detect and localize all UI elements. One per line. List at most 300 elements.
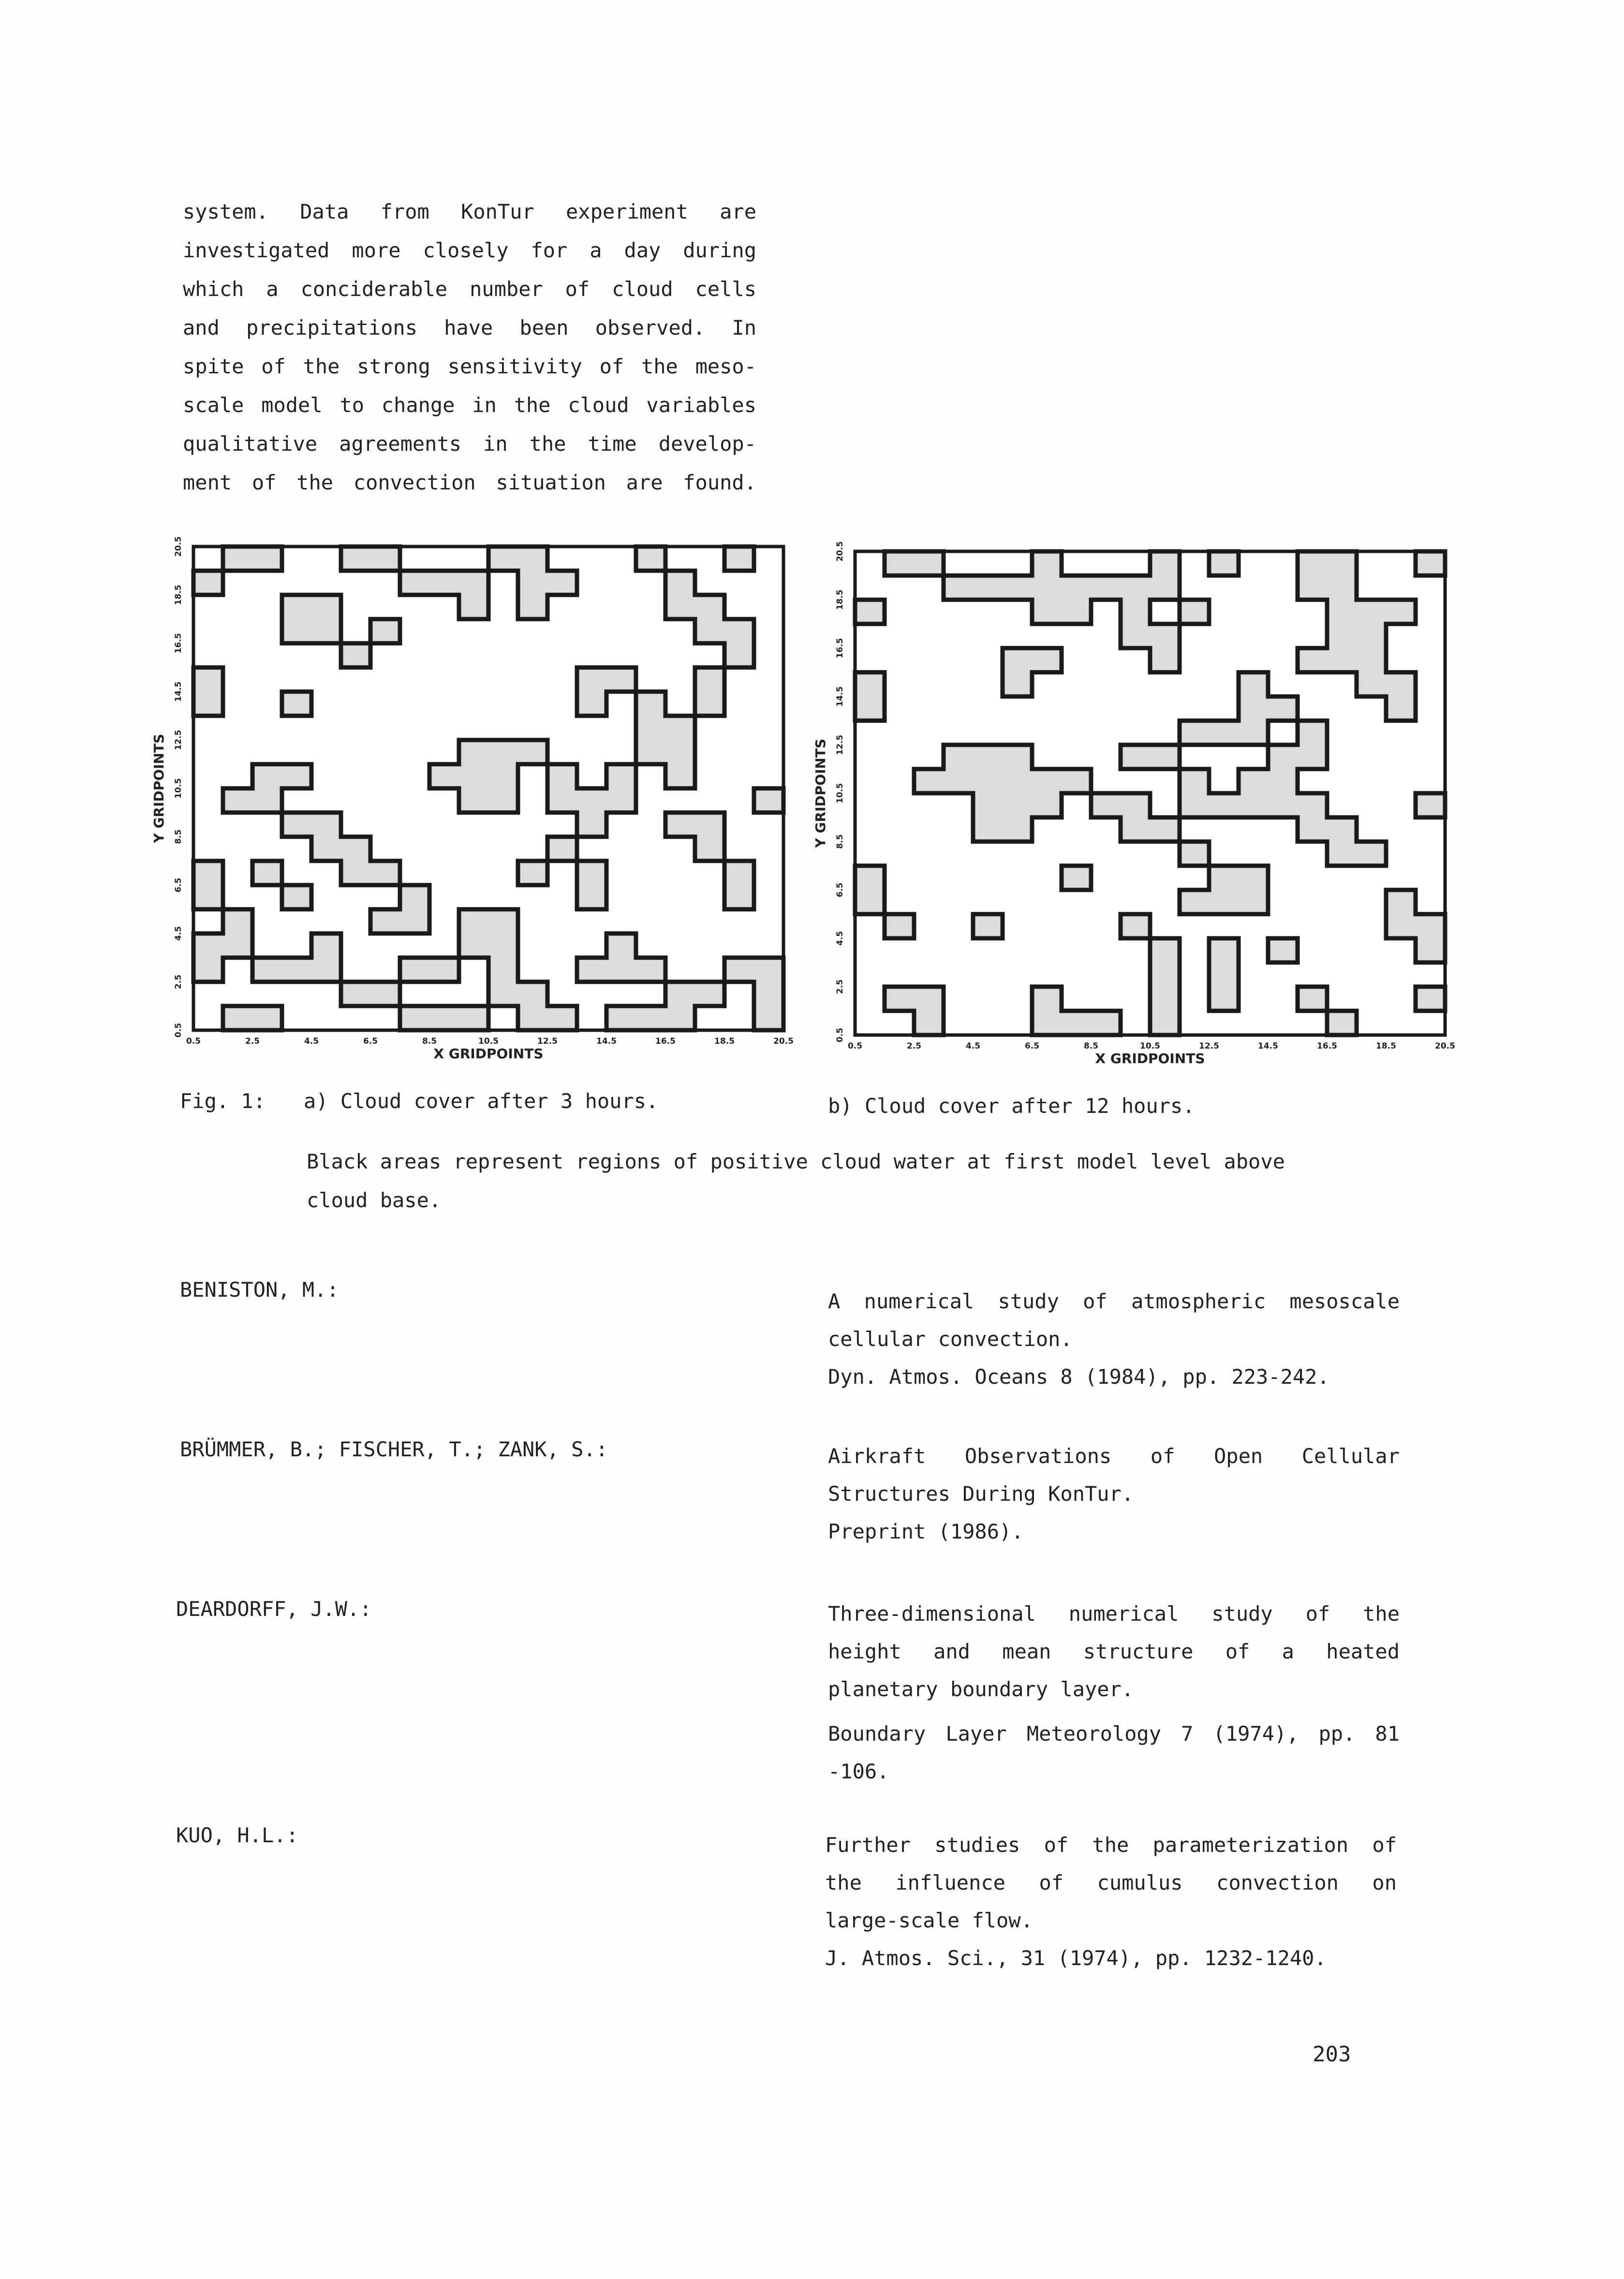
cloud-cell	[400, 958, 430, 982]
cloud-cell	[1150, 987, 1180, 1011]
cloud-cell	[606, 958, 636, 982]
cloud-cell	[1003, 672, 1033, 697]
cloud-cell	[341, 861, 371, 886]
reference-title-line: the influence of cumulus convection on	[825, 1871, 1397, 1894]
cloud-cell	[1327, 1011, 1357, 1036]
x-tick-label: 10.5	[478, 1036, 499, 1046]
cloud-cell	[577, 958, 607, 982]
cloud-cell	[311, 837, 341, 861]
x-tick-label: 0.5	[186, 1036, 201, 1046]
cloud-cell	[1121, 624, 1151, 649]
intro-line: investigated more closely for a day during	[183, 238, 756, 262]
cloud-cell	[1180, 793, 1210, 818]
cloud-cover-chart-b	[807, 527, 1474, 1079]
cloud-cell	[1032, 551, 1062, 576]
cloud-cell	[518, 571, 548, 595]
cloud-cell	[885, 987, 915, 1011]
cloud-cell	[370, 619, 400, 644]
cloud-cell	[1032, 793, 1062, 818]
reference-title-line: large-scale flow.	[825, 1909, 1033, 1932]
cloud-cell	[577, 692, 607, 716]
cloud-cell	[400, 571, 430, 595]
cloud-cell	[944, 576, 974, 600]
cloud-cell	[518, 982, 548, 1006]
cloud-cell	[665, 716, 695, 740]
cloud-cell	[311, 619, 341, 644]
reference-source-line: J. Atmos. Sci., 31 (1974), pp. 1232-1240.	[825, 1946, 1327, 1970]
cloud-cell	[1121, 600, 1151, 624]
cloud-cell	[1386, 890, 1416, 915]
y-tick-label: 20.5	[174, 536, 183, 557]
cloud-cell	[1357, 600, 1387, 624]
page-number: 203	[1313, 2042, 1351, 2067]
x-tick-label: 18.5	[1376, 1041, 1396, 1051]
cloud-cell	[973, 576, 1003, 600]
cloud-cell	[223, 1006, 253, 1031]
y-tick-label: 0.5	[835, 1027, 845, 1043]
cloud-cell	[1180, 842, 1210, 866]
cloud-cell	[1357, 648, 1387, 673]
y-axis-label: Y GRIDPOINTS	[151, 734, 167, 843]
cloud-cell	[724, 885, 754, 910]
x-tick-label: 0.5	[847, 1041, 863, 1051]
cloud-cell	[724, 547, 754, 571]
reference-entry	[825, 1826, 1397, 1977]
x-axis-label: X GRIDPOINTS	[433, 1046, 544, 1062]
x-tick-label: 2.5	[245, 1036, 260, 1046]
cloud-cell	[1032, 1011, 1062, 1036]
cloud-cell	[1150, 938, 1180, 963]
intro-line: system. Data from KonTur experiment are	[183, 200, 756, 223]
cloud-cell	[1386, 696, 1416, 721]
cloud-cell	[1298, 817, 1328, 842]
reference-title-line: Further studies of the parameterization of	[825, 1833, 1397, 1857]
cloud-cell	[724, 861, 754, 886]
cloud-cell	[1298, 576, 1328, 600]
cloud-cell	[1150, 817, 1180, 842]
cloud-cell	[282, 813, 312, 837]
cloud-cell	[1416, 551, 1446, 576]
cloud-cell	[695, 837, 725, 861]
figure-label: Fig. 1:	[180, 1089, 266, 1113]
cloud-cell	[547, 788, 577, 813]
cloud-cell	[855, 600, 885, 624]
cloud-cell	[754, 982, 784, 1006]
y-tick-label: 8.5	[174, 829, 183, 844]
x-tick-label: 2.5	[906, 1041, 922, 1051]
cloud-cell	[665, 595, 695, 620]
y-tick-label: 16.5	[835, 638, 845, 658]
cloud-cell	[341, 982, 371, 1006]
cloud-cell	[724, 619, 754, 644]
y-tick-label: 18.5	[174, 585, 183, 605]
cloud-cell	[1003, 576, 1033, 600]
cloud-cell	[1121, 817, 1151, 842]
figure-legend	[307, 1142, 1285, 1220]
intro-line: which a conciderable number of cloud cells	[183, 277, 756, 301]
reference-title-line: planetary boundary layer.	[828, 1677, 1134, 1701]
cloud-cell	[429, 571, 459, 595]
y-tick-labels	[174, 536, 183, 1037]
cloud-cell	[1298, 721, 1328, 745]
y-tick-label: 6.5	[835, 882, 845, 898]
cloud-cell	[223, 788, 253, 813]
y-tick-label: 8.5	[835, 834, 845, 849]
cloud-cell	[400, 909, 430, 934]
y-tick-label: 20.5	[835, 541, 845, 562]
y-tick-label: 14.5	[174, 681, 183, 702]
cloud-cell	[724, 958, 754, 982]
cloud-cell	[665, 813, 695, 837]
x-tick-labels	[186, 1036, 794, 1046]
cloud-cell	[1209, 551, 1239, 576]
cloud-cell	[488, 764, 518, 789]
reference-entry	[828, 1283, 1400, 1396]
cloud-cell	[1239, 769, 1269, 794]
cloud-cell	[855, 672, 885, 697]
cloud-cell	[1032, 987, 1062, 1011]
cloud-cell	[1062, 1011, 1092, 1036]
chart-plot-area	[193, 547, 784, 1031]
cloud-cell	[1239, 721, 1269, 745]
cloud-cell	[1062, 600, 1092, 624]
cloud-cell	[1209, 793, 1239, 818]
cloud-cell	[944, 769, 974, 794]
chart-plot-area	[855, 551, 1446, 1036]
cloud-cell	[252, 788, 282, 813]
cloud-cell	[695, 813, 725, 837]
x-tick-label: 16.5	[655, 1036, 676, 1046]
cloud-cell	[193, 885, 223, 910]
cloud-cell	[577, 885, 607, 910]
cloud-cell	[488, 547, 518, 571]
cloud-cell	[459, 595, 489, 620]
x-tick-label: 14.5	[1258, 1041, 1278, 1051]
cloud-cell	[1062, 769, 1092, 794]
cloud-cell	[282, 958, 312, 982]
y-tick-label: 12.5	[835, 735, 845, 755]
cloud-cell	[1298, 551, 1328, 576]
cloud-cell	[665, 740, 695, 765]
x-tick-label: 20.5	[773, 1036, 794, 1046]
cloud-cell	[1357, 672, 1387, 697]
cloud-cell	[1327, 817, 1357, 842]
cloud-cell	[1416, 914, 1446, 939]
cloud-cell	[1298, 745, 1328, 770]
reference-entry	[828, 1437, 1400, 1551]
cloud-cell	[636, 958, 666, 982]
cloud-cell	[370, 547, 400, 571]
cloud-cell	[1209, 938, 1239, 963]
cloud-cell	[1003, 769, 1033, 794]
cloud-cell	[223, 933, 253, 958]
cloud-cell	[1091, 576, 1121, 600]
cloud-cell	[1209, 890, 1239, 915]
cloud-cell	[193, 692, 223, 716]
cloud-cell	[1268, 745, 1298, 770]
cloud-cell	[754, 1006, 784, 1031]
x-tick-label: 8.5	[1083, 1041, 1099, 1051]
cloud-cell	[1268, 793, 1298, 818]
cloud-cell	[606, 667, 636, 692]
cloud-cell	[973, 769, 1003, 794]
cloud-cell	[1180, 600, 1210, 624]
cloud-cell	[518, 595, 548, 620]
x-tick-label: 6.5	[1024, 1041, 1040, 1051]
y-tick-label: 2.5	[174, 974, 183, 990]
cloud-cell	[1327, 624, 1357, 649]
x-tick-label: 14.5	[596, 1036, 617, 1046]
cloud-cell	[636, 547, 666, 571]
cloud-cell	[577, 788, 607, 813]
cloud-cell	[252, 958, 282, 982]
y-tick-labels	[835, 541, 845, 1042]
cloud-cell	[1003, 745, 1033, 770]
reference-entry	[828, 1595, 1400, 1791]
y-tick-label: 18.5	[835, 590, 845, 610]
cloud-cell	[577, 813, 607, 837]
y-tick-label: 12.5	[174, 730, 183, 750]
cloud-cell	[1121, 745, 1151, 770]
cloud-cell	[252, 764, 282, 789]
x-tick-label: 18.5	[714, 1036, 735, 1046]
cloud-cell	[636, 740, 666, 765]
cloud-cell	[944, 745, 974, 770]
cloud-cell	[341, 837, 371, 861]
cloud-cell	[429, 764, 459, 789]
cloud-cell	[665, 1006, 695, 1031]
cloud-cell	[311, 813, 341, 837]
cloud-cell	[606, 933, 636, 958]
cloud-cell	[429, 1006, 459, 1031]
cloud-cell	[1150, 648, 1180, 673]
intro-line: scale model to change in the cloud variables	[183, 393, 756, 417]
cloud-cell	[695, 619, 725, 644]
cloud-cell	[577, 861, 607, 886]
cloud-cell	[252, 547, 282, 571]
reference-author: BRÜMMER, B.; FISCHER, T.; ZANK, S.:	[180, 1437, 608, 1461]
y-tick-label: 10.5	[174, 778, 183, 799]
cloud-cell	[488, 982, 518, 1006]
x-tick-label: 4.5	[304, 1036, 319, 1046]
y-tick-label: 2.5	[835, 979, 845, 994]
cloud-cell	[341, 547, 371, 571]
cloud-cell	[1239, 672, 1269, 697]
cloud-cell	[1416, 793, 1446, 818]
cloud-cell	[1209, 866, 1239, 890]
cloud-cell	[1121, 793, 1151, 818]
cloud-cell	[1327, 648, 1357, 673]
cloud-cell	[1239, 793, 1269, 818]
x-tick-label: 10.5	[1140, 1041, 1160, 1051]
cloud-cell	[459, 788, 489, 813]
cloud-cell	[311, 595, 341, 620]
y-tick-label: 6.5	[174, 877, 183, 893]
cloud-cell	[1327, 600, 1357, 624]
cloud-cell	[1150, 745, 1180, 770]
cloud-cell	[754, 958, 784, 982]
cloud-cell	[488, 933, 518, 958]
cloud-cell	[282, 692, 312, 716]
cloud-cell	[400, 885, 430, 910]
reference-author: KUO, H.L.:	[176, 1823, 298, 1847]
cloud-cell	[606, 1006, 636, 1031]
y-tick-label: 14.5	[835, 686, 845, 707]
cloud-cell	[1150, 576, 1180, 600]
reference-author: BENISTON, M.:	[180, 1278, 339, 1302]
cloud-cell	[223, 909, 253, 934]
cloud-cell	[223, 547, 253, 571]
cloud-cell	[1298, 648, 1328, 673]
reference-title-line: height and mean structure of a heated	[828, 1640, 1400, 1663]
cloud-cell	[459, 1006, 489, 1031]
cloud-cell	[311, 933, 341, 958]
cloud-cell	[695, 982, 725, 1006]
cloud-cell	[1386, 600, 1416, 624]
cloud-cell	[1209, 987, 1239, 1011]
cloud-cell	[341, 643, 371, 668]
figure-panel-a	[145, 522, 812, 1074]
cloud-cell	[1357, 842, 1387, 866]
cloud-cell	[518, 861, 548, 886]
cloud-cell	[914, 551, 944, 576]
cloud-cell	[1062, 866, 1092, 890]
reference-title-line: Structures During KonTur.	[828, 1482, 1134, 1506]
cloud-cell	[282, 595, 312, 620]
cloud-cell	[914, 1011, 944, 1036]
panel-b-caption: b) Cloud cover after 12 hours.	[828, 1094, 1195, 1118]
cloud-cell	[973, 745, 1003, 770]
cloud-cell	[695, 667, 725, 692]
cloud-cell	[193, 667, 223, 692]
cloud-cell	[1386, 672, 1416, 697]
cloud-cell	[459, 909, 489, 934]
cloud-cell	[1327, 551, 1357, 576]
x-tick-label: 12.5	[1199, 1041, 1219, 1051]
cloud-cell	[370, 861, 400, 886]
cloud-cell	[547, 764, 577, 789]
reference-title-line: cellular convection.	[828, 1327, 1073, 1351]
cloud-cell	[282, 885, 312, 910]
cloud-cell	[1357, 624, 1387, 649]
cloud-cell	[665, 571, 695, 595]
x-tick-label: 4.5	[965, 1041, 981, 1051]
y-tick-label: 16.5	[174, 633, 183, 653]
cloud-cell	[636, 692, 666, 716]
cloud-cell	[665, 982, 695, 1006]
cloud-cell	[1150, 1011, 1180, 1036]
cloud-cell	[1003, 793, 1033, 818]
reference-author: DEARDORFF, J.W.:	[176, 1597, 372, 1621]
reference-title-line: Three-dimensional numerical study of the	[828, 1602, 1400, 1626]
cloud-cell	[459, 740, 489, 765]
cloud-cell	[311, 958, 341, 982]
cloud-cell	[1180, 890, 1210, 915]
cloud-cell	[1298, 987, 1328, 1011]
cloud-cell	[193, 861, 223, 886]
intro-line: ment of the convection situation are found.	[183, 471, 756, 494]
reference-title-line: Airkraft Observations of Open Cellular	[828, 1444, 1400, 1468]
cloud-cell	[1386, 914, 1416, 939]
cloud-cell	[459, 764, 489, 789]
cloud-cell	[1150, 624, 1180, 649]
cloud-cell	[518, 547, 548, 571]
cloud-cell	[252, 1006, 282, 1031]
cloud-cell	[1268, 696, 1298, 721]
x-axis-label: X GRIDPOINTS	[1095, 1051, 1205, 1066]
cloud-cell	[1032, 576, 1062, 600]
cloud-cell	[1298, 793, 1328, 818]
cloud-cell	[488, 958, 518, 982]
x-tick-label: 16.5	[1317, 1041, 1337, 1051]
cloud-cell	[1268, 769, 1298, 794]
cloud-cell	[1150, 551, 1180, 576]
cloud-cell	[636, 1006, 666, 1031]
cloud-cell	[193, 933, 223, 958]
cloud-cell	[1239, 866, 1269, 890]
cloud-cell	[1239, 890, 1269, 915]
cloud-cell	[973, 817, 1003, 842]
x-tick-label: 20.5	[1435, 1041, 1455, 1051]
cloud-cell	[400, 1006, 430, 1031]
cloud-cell	[547, 837, 577, 861]
cloud-cell	[973, 914, 1003, 939]
cloud-cell	[695, 595, 725, 620]
reference-source-line: Preprint (1986).	[828, 1520, 1024, 1543]
cloud-cell	[1416, 938, 1446, 963]
cloud-cell	[1239, 696, 1269, 721]
y-tick-label: 0.5	[174, 1022, 183, 1038]
x-tick-labels	[848, 1041, 1455, 1051]
cloud-cell	[1121, 914, 1151, 939]
cloud-cell	[577, 667, 607, 692]
x-tick-label: 6.5	[363, 1036, 378, 1046]
x-tick-label: 8.5	[422, 1036, 437, 1046]
intro-line: and precipitations have been observed. In	[183, 316, 756, 340]
cloud-cover-chart-a	[145, 522, 812, 1074]
cloud-cell	[1003, 648, 1033, 673]
intro-paragraph	[183, 192, 756, 502]
cloud-cell	[488, 788, 518, 813]
cloud-cell	[1209, 721, 1239, 745]
legend-line: cloud base.	[307, 1188, 442, 1212]
cloud-cell	[370, 909, 400, 934]
cloud-cell	[855, 866, 885, 890]
y-axis-label: Y GRIDPOINTS	[812, 739, 828, 848]
intro-line: qualitative agreements in the time develop-	[183, 432, 756, 456]
cloud-cell	[606, 788, 636, 813]
cloud-cell	[1091, 1011, 1121, 1036]
cloud-cell	[370, 982, 400, 1006]
figure-panel-b	[807, 527, 1474, 1079]
panel-a-caption: a) Cloud cover after 3 hours.	[304, 1089, 659, 1113]
cloud-cell	[724, 643, 754, 668]
cloud-cell	[885, 914, 915, 939]
cloud-cell	[518, 1006, 548, 1031]
cloud-cell	[193, 958, 223, 982]
cloud-cell	[855, 890, 885, 915]
cloud-cell	[459, 571, 489, 595]
cloud-cell	[429, 958, 459, 982]
cloud-cell	[547, 1006, 577, 1031]
cloud-cell	[914, 769, 944, 794]
cloud-cell	[282, 619, 312, 644]
legend-line: Black areas represent regions of positive cloud water at first model level above	[307, 1150, 1285, 1173]
cloud-cell	[282, 764, 312, 789]
x-tick-label: 12.5	[537, 1036, 558, 1046]
cloud-cell	[1180, 769, 1210, 794]
cloud-cell	[518, 740, 548, 765]
